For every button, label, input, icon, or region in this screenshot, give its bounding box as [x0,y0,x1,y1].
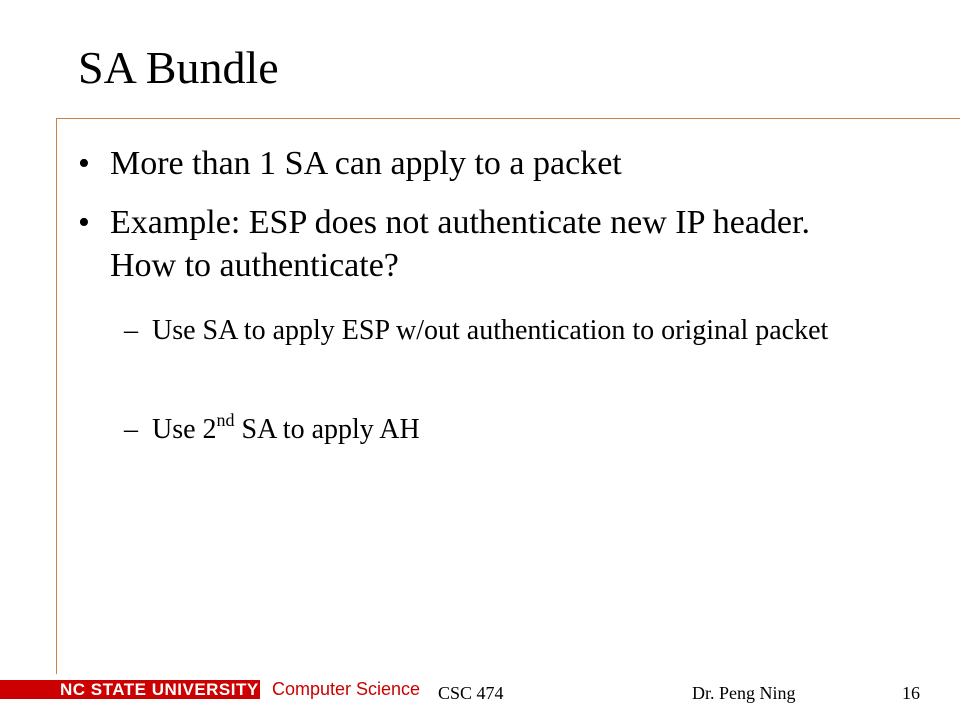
subbullet-text-start: Use 2 [152,414,217,445]
bullet-text: More than 1 SA can apply to a packet [110,145,622,182]
ordinal-superscript: nd [216,410,235,430]
department-name: Computer Science [272,679,421,699]
subbullet-text-end: SA to apply AH [234,414,420,445]
bullet-marker: • [78,145,90,182]
university-logo: NC STATE UNIVERSITY [60,680,259,699]
frame-top-rule [56,118,960,119]
subbullet-marker: – [124,315,138,346]
bullet-item [78,142,870,185]
subbullet-item [124,313,842,349]
subbullet-text: Use SA to apply ESP w/out authentication to original packet [152,315,829,346]
frame-left-rule [56,118,57,674]
bullet-text: Example: ESP does not authenticate new IP header. How to authenticate? [110,204,810,284]
course-code: CSC 474 [438,683,504,703]
subbullet-marker: – [124,414,138,445]
subbullet-text [152,412,842,448]
bullet-marker: • [78,204,90,241]
subbullet-item [124,412,842,448]
bullet-item [78,201,870,287]
slide-title: SA Bundle [78,42,279,93]
author-name: Dr. Peng Ning [692,683,796,703]
page-number: 16 [902,683,920,703]
